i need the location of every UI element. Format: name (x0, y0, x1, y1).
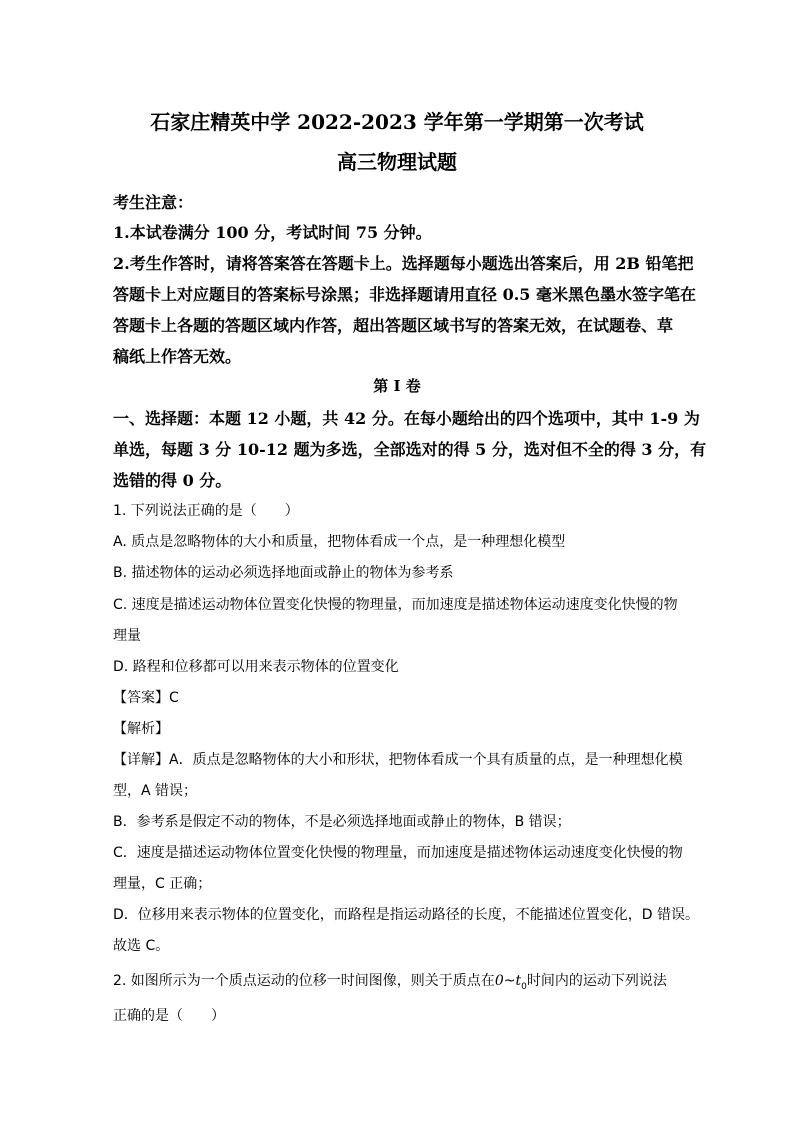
q2-range-sub: 0 (521, 981, 527, 992)
q1-stem: 1. 下列说法正确的是（ ） (113, 503, 299, 519)
volume-heading: 第 I 卷 (373, 377, 421, 395)
q1-conclusion: 故选 C。 (113, 938, 170, 954)
notice-item-2-line-3: 答题卡上各题的答题区域内作答，超出答题区域书写的答案无效，在试题卷、草 (113, 316, 674, 335)
section-1-line-2: 单选，每题 3 分 10-12 题为多选，全部选对的得 5 分，选对但不全的得 3 分，有 (113, 440, 707, 459)
notice-item-2-line-4: 稿纸上作答无效。 (113, 347, 242, 366)
q2-range-start: 0 (494, 973, 504, 989)
q1-analysis-tag: 【解析】 (113, 721, 169, 737)
q1-option-a: A. 质点是忽略物体的大小和质量，把物体看成一个点，是一种理想化模型 (113, 534, 566, 550)
q2-range-sep: ~ (503, 973, 516, 989)
q1-detail-c-line-2: 理量，C 正确； (113, 876, 212, 892)
q2-range-var: t (515, 973, 522, 989)
q2-stem-pre: 2. 如图所示为一个质点运动的位移一时间图像，则关于质点在 (113, 973, 495, 989)
q1-option-c-line-2: 理量 (113, 628, 141, 644)
detail-tag: 【详解】 (113, 752, 169, 768)
q1-option-d: D. 路程和位移都可以用来表示物体的位置变化 (113, 659, 399, 675)
q2-stem-line-2: 正确的是（ ） (113, 1008, 225, 1024)
q1-option-c-line-1: C. 速度是描述运动物体位置变化快慢的物理量，而加速度是描述物体运动速度变化快慢的物 (113, 597, 678, 613)
section-1-line-1: 一、选择题：本题 12 小题，共 42 分。在每小题给出的四个选项中，其中 1-9 为 (113, 409, 700, 428)
q2-stem-post: 时间内的运动下列说法 (526, 973, 667, 989)
q1-answer (113, 687, 179, 707)
q1-detail-a-line-1 (113, 749, 683, 769)
q1-detail-a-line-2: 型，A 错误； (113, 783, 198, 799)
detail-a-text: A．质点是忽略物体的大小和形状，把物体看成一个具有质量的点，是一种理想化模 (169, 752, 683, 768)
q2-stem-line-1 (113, 970, 667, 992)
notice-heading: 考生注意： (113, 193, 194, 212)
section-1-line-3: 选错的得 0 分。 (113, 471, 232, 490)
q1-detail-d: D．位移用来表示物体的位置变化，而路程是指运动路径的长度，不能描述位置变化，D 错误。 (113, 907, 700, 923)
exam-subtitle: 高三物理试题 (337, 150, 457, 174)
answer-value: C (169, 690, 179, 706)
notice-item-2-line-1: 2.考生作答时，请将答案答在答题卡上。选择题每小题选出答案后，用 2B 铅笔把 (113, 254, 694, 273)
notice-item-2-line-2: 答题卡上对应题目的答案标号涂黑；非选择题请用直径 0.5 毫米黑色墨水签字笔在 (113, 285, 696, 304)
notice-item-1: 1.本试卷满分 100 分，考试时间 75 分钟。 (113, 223, 432, 242)
q1-detail-c-line-1: C．速度是描述运动物体位置变化快慢的物理量，而加速度是描述物体运动速度变化快慢的物 (113, 845, 683, 861)
q1-option-b: B. 描述物体的运动必须选择地面或静止的物体为参考系 (113, 565, 454, 581)
q1-detail-b: B．参考系是假定不动的物体，不是必须选择地面或静止的物体，B 错误； (113, 814, 571, 830)
answer-tag: 【答案】 (113, 690, 169, 706)
exam-title: 石家庄精英中学 2022-2023 学年第一学期第一次考试 (150, 110, 644, 134)
